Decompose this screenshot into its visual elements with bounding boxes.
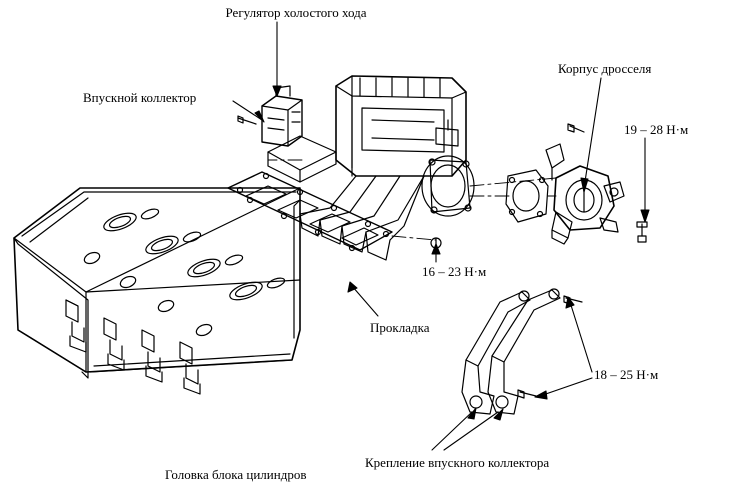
intake-manifold-part (268, 76, 474, 260)
label-cylinder-head: Головка блока цилиндров (165, 467, 307, 482)
label-intake-manifold-mounting: Крепление впускного коллектора (365, 455, 550, 470)
manifold-support-brackets (462, 289, 582, 414)
label-intake-manifold: Впускной коллектор (83, 90, 197, 105)
label-gasket: Прокладка (370, 320, 430, 335)
label-torque-18-25: 18 – 25 Н·м (594, 367, 659, 382)
idle-speed-regulator-part (238, 86, 302, 146)
label-torque-19-28: 19 – 28 Н·м (624, 122, 689, 137)
assembly-centerlines (268, 160, 556, 240)
throttle-body-part (506, 124, 647, 244)
label-torque-16-23: 16 – 23 Н·м (422, 264, 487, 279)
label-idle-speed-regulator: Регулятор холостого хода (225, 5, 367, 20)
cylinder-head-part (14, 188, 300, 394)
leader-lines (233, 22, 652, 450)
label-throttle-body: Корпус дросселя (558, 61, 652, 76)
